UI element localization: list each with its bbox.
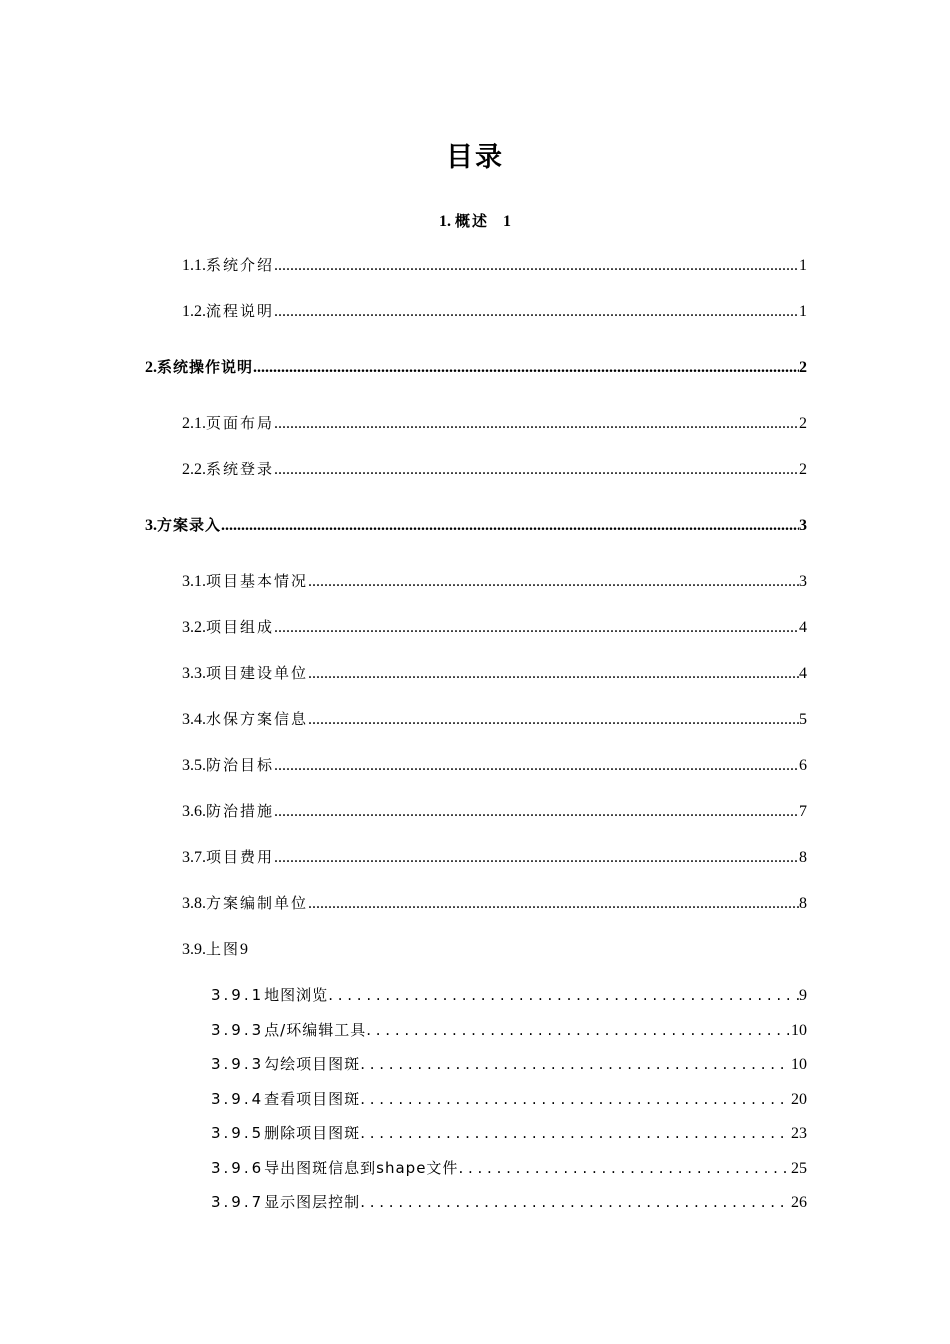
toc-entry-page: 5 bbox=[799, 711, 807, 728]
toc-entry-label: 地图浏览 bbox=[264, 986, 329, 1004]
dot-leader bbox=[308, 709, 799, 731]
dot-leader bbox=[360, 1088, 791, 1110]
toc-entry-label: 方案录入 bbox=[157, 516, 222, 534]
toc-entry-label: 流程说明 bbox=[206, 302, 275, 320]
toc-subentry[interactable] bbox=[211, 1191, 807, 1214]
toc-entry-page: 20 bbox=[791, 1091, 807, 1108]
dot-leader bbox=[274, 255, 799, 277]
toc-entry[interactable] bbox=[182, 254, 807, 277]
toc-entry-page: 8 bbox=[799, 849, 807, 866]
dot-leader bbox=[221, 515, 799, 537]
toc-entry-number: 3.9. bbox=[182, 941, 206, 958]
toc-entry-label: 删除项目图斑 bbox=[264, 1124, 361, 1142]
toc-entry[interactable] bbox=[182, 662, 807, 685]
toc-entry-label: 项目建设单位 bbox=[206, 664, 309, 682]
toc-entry-chapter-1[interactable] bbox=[0, 210, 950, 233]
toc-entry-label: 系统登录 bbox=[206, 460, 275, 478]
toc-entry[interactable] bbox=[182, 616, 807, 639]
toc-entry-page: 9 bbox=[799, 987, 807, 1004]
toc-entry[interactable] bbox=[182, 708, 807, 731]
toc-entry-page: 4 bbox=[799, 619, 807, 636]
toc-entry-label: 概述 bbox=[454, 212, 489, 230]
toc-entry-page: 2 bbox=[799, 415, 807, 432]
dot-leader bbox=[308, 663, 799, 685]
toc-entry-label: 系统介绍 bbox=[206, 256, 275, 274]
toc-entry-number: 3.8. bbox=[182, 895, 206, 912]
dot-leader bbox=[274, 801, 799, 823]
toc-entry-page: 26 bbox=[791, 1194, 807, 1211]
toc-entry-label: 查看项目图斑 bbox=[264, 1090, 361, 1108]
toc-entry[interactable] bbox=[182, 754, 807, 777]
toc-entry-page: 2 bbox=[799, 359, 807, 376]
toc-entry-number: 3.9.6 bbox=[211, 1159, 265, 1177]
toc-entry-label: 上图 bbox=[206, 940, 241, 958]
dot-leader bbox=[253, 357, 799, 379]
toc-subentry[interactable] bbox=[211, 1122, 807, 1145]
toc-entry-number: 3.9.4 bbox=[211, 1090, 265, 1108]
toc-subentry[interactable] bbox=[211, 1053, 807, 1076]
toc-entry-number: 1. bbox=[438, 213, 451, 230]
toc-entry-label: 防治目标 bbox=[206, 756, 275, 774]
toc-entry-page: 3 bbox=[799, 517, 807, 534]
toc-entry-number: 2. bbox=[145, 359, 157, 376]
toc-entry-page: 4 bbox=[799, 665, 807, 682]
dot-leader bbox=[274, 617, 799, 639]
toc-entry-page: 6 bbox=[799, 757, 807, 774]
toc-entry-number: 3. bbox=[145, 517, 157, 534]
dot-leader bbox=[360, 1122, 791, 1144]
dot-leader bbox=[308, 571, 799, 593]
toc-entry-number: 3.5. bbox=[182, 757, 206, 774]
dot-leader bbox=[274, 755, 799, 777]
toc-entry-number: 3.1. bbox=[182, 573, 206, 590]
toc-entry-page: 25 bbox=[791, 1160, 807, 1177]
toc-entry-number: 1.1. bbox=[182, 257, 206, 274]
toc-entry-label: 系统操作说明 bbox=[157, 358, 254, 376]
toc-entry-label: 显示图层控制 bbox=[264, 1193, 361, 1211]
dot-leader bbox=[274, 847, 799, 869]
toc-entry-page: 3 bbox=[799, 573, 807, 590]
toc-entry-page: 10 bbox=[791, 1022, 807, 1039]
toc-entry-number: 3.9.5 bbox=[211, 1124, 265, 1142]
toc-entry-page: 1 bbox=[503, 213, 511, 230]
toc-entry-chapter[interactable] bbox=[145, 514, 807, 537]
dot-leader bbox=[274, 301, 799, 323]
toc-entry-label: 点/环编辑工具 bbox=[264, 1021, 367, 1039]
toc-entry-label: 项目基本情况 bbox=[206, 572, 309, 590]
toc-entry-label: 项目费用 bbox=[206, 848, 275, 866]
toc-entry-number: 2.1. bbox=[182, 415, 206, 432]
toc-entry-label: 项目组成 bbox=[206, 618, 275, 636]
toc-entry-label: 方案编制单位 bbox=[206, 894, 309, 912]
dot-leader bbox=[328, 984, 799, 1006]
toc-entry[interactable] bbox=[182, 570, 807, 593]
toc-entry-chapter[interactable] bbox=[145, 356, 807, 379]
toc-subentry[interactable] bbox=[211, 1088, 807, 1111]
toc-entry-number: 3.9.7 bbox=[211, 1193, 265, 1211]
toc-entry-page: 9 bbox=[240, 941, 249, 958]
dot-leader bbox=[458, 1157, 791, 1179]
toc-entry-label: 勾绘项目图斑 bbox=[264, 1055, 361, 1073]
toc-entry-page: 1 bbox=[799, 257, 807, 274]
toc-entry[interactable] bbox=[182, 458, 807, 481]
dot-leader bbox=[308, 893, 799, 915]
toc-entry-page: 7 bbox=[799, 803, 807, 820]
toc-entry-number: 3.3. bbox=[182, 665, 206, 682]
toc-entry-number: 2.2. bbox=[182, 461, 206, 478]
toc-entry[interactable] bbox=[182, 892, 807, 915]
toc-entry-number: 3.9.1 bbox=[211, 986, 265, 1004]
toc-entry-page: 10 bbox=[791, 1056, 807, 1073]
toc-entry-page: 2 bbox=[799, 461, 807, 478]
toc-entry-page: 1 bbox=[799, 303, 807, 320]
toc-entry-label: 导出图斑信息到shape文件 bbox=[264, 1159, 459, 1177]
dot-leader bbox=[360, 1191, 791, 1213]
toc-entry-number: 1.2. bbox=[182, 303, 206, 320]
toc-entry[interactable] bbox=[182, 938, 248, 961]
toc-entry-page: 23 bbox=[791, 1125, 807, 1142]
toc-entry-number: 3.9.3 bbox=[211, 1055, 265, 1073]
toc-entry[interactable] bbox=[182, 412, 807, 435]
toc-entry-label: 防治措施 bbox=[206, 802, 275, 820]
toc-entry-page: 8 bbox=[799, 895, 807, 912]
toc-subentry[interactable] bbox=[211, 984, 807, 1007]
dot-leader bbox=[274, 413, 799, 435]
toc-entry-number: 3.9.3 bbox=[211, 1021, 265, 1039]
toc-entry[interactable] bbox=[182, 800, 807, 823]
dot-leader bbox=[366, 1019, 791, 1041]
toc-entry[interactable] bbox=[182, 300, 807, 323]
toc-subentry[interactable] bbox=[211, 1157, 807, 1180]
toc-entry-label: 水保方案信息 bbox=[206, 710, 309, 728]
toc-title: 目录 bbox=[446, 142, 504, 173]
toc-entry-label: 页面布局 bbox=[206, 414, 275, 432]
toc-entry-number: 3.4. bbox=[182, 711, 206, 728]
dot-leader bbox=[274, 459, 799, 481]
toc-entry[interactable] bbox=[182, 846, 807, 869]
toc-subentry[interactable] bbox=[211, 1019, 807, 1042]
dot-leader bbox=[360, 1053, 791, 1075]
toc-entry-number: 3.2. bbox=[182, 619, 206, 636]
toc-entry-number: 3.6. bbox=[182, 803, 206, 820]
toc-entry-number: 3.7. bbox=[182, 849, 206, 866]
